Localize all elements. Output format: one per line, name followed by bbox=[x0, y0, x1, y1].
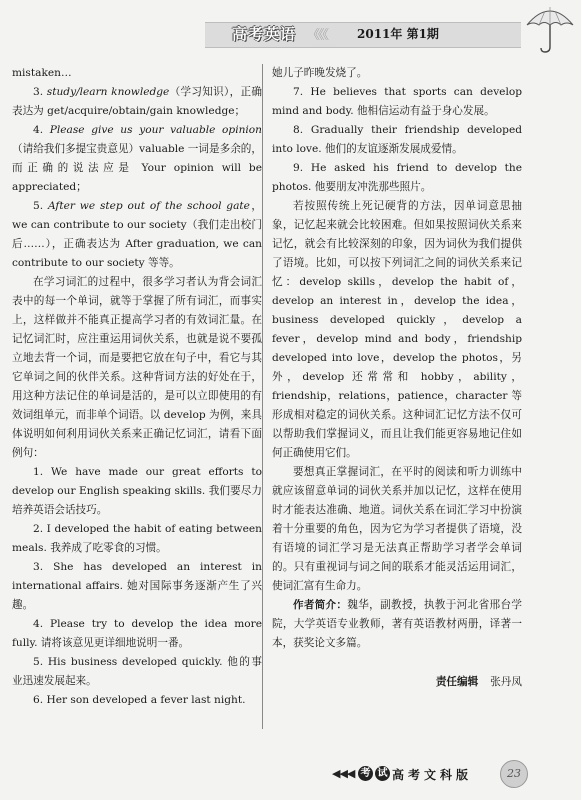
right-paragraph bbox=[272, 83, 522, 121]
text-run: 4. Please try to develop the idea more fully. 请将该意见更详细地说明一番。 bbox=[12, 618, 262, 649]
left-column bbox=[12, 64, 262, 710]
umbrella-icon bbox=[523, 3, 577, 55]
text-run: 8. Gradually their friendship developed into love. 他们的友谊逐渐发展成爱情。 bbox=[272, 124, 522, 155]
text-run: 9. He asked his friend to develop the photos. 他要朋友冲洗那些照片。 bbox=[272, 162, 522, 193]
text-run: 在学习词汇的过程中，很多学习者认为背会词汇表中的每一个单词，就等于掌握了所有词汇，而事实上，这样做并不能真正提高学习者的有效词汇量。在记忆词汇时，应注重运用词伙关系，也就是说不要孤立地去背一个词，而是要把它放在句子中，看它与其它单词之间的伙伴关系。这种背词方法的好处在于，用这种方法记住的单词是活的，是可以立即使用的有效词组单元，而非单个词语。以 develop 为例，来具体说明如何利用词伙关系来正确记忆词汇，请看下面例句： bbox=[12, 276, 262, 459]
left-paragraph bbox=[12, 64, 262, 83]
page-number: 23 bbox=[500, 760, 528, 788]
right-paragraph bbox=[272, 121, 522, 159]
left-paragraph bbox=[12, 520, 262, 558]
text-run: 1. We have made our great efforts to develop our English speaking skills. 我们要尽力培养英语会话技巧。 bbox=[12, 466, 262, 516]
text-run: 3. bbox=[33, 86, 47, 98]
column-divider bbox=[262, 64, 263, 729]
edition-label: 高考文科版 bbox=[392, 768, 473, 782]
left-paragraph bbox=[12, 653, 262, 691]
text-run: 要想真正掌握词汇，在平时的阅读和听力训练中就应该留意单词的词伙关系并加以记忆，这样在使用时才能表达准确、地道。词伙关系在词汇学习中扮演着十分重要的角色，因为它为学习者提供了语境，没有语境的词汇学习是无法真正帮助学习者学会单词的。只有重视词与词之间的联系才能灵活运用词汇，使词汇富有生命力。 bbox=[272, 466, 522, 592]
text-run: 2. I developed the habit of eating between meals. 我养成了吃零食的习惯。 bbox=[12, 523, 262, 554]
footer-char-shi: 试 bbox=[375, 766, 390, 781]
text-run: （请给我们多提宝贵意见）valuable 一词是多余的，而正确的说法应是 Your opinion will be appreciated； bbox=[12, 143, 262, 193]
editor-label: 责任编辑 bbox=[435, 676, 479, 688]
italic-phrase: After we step out of the school gate bbox=[47, 200, 250, 212]
issue-label: 2011年 第1期 bbox=[357, 27, 439, 41]
page-footer bbox=[0, 755, 581, 800]
arrows-decoration: ◀◀◀ bbox=[332, 767, 355, 780]
text-run: 6. Her son developed a fever last night. bbox=[33, 694, 246, 706]
left-paragraph bbox=[12, 615, 262, 653]
left-paragraph bbox=[12, 83, 262, 121]
editor-name: 张丹凤 bbox=[490, 676, 522, 688]
footer-char-kao: 考 bbox=[358, 766, 373, 781]
right-paragraph bbox=[272, 197, 522, 463]
right-column bbox=[272, 64, 522, 692]
bio-label: 作者简介： bbox=[293, 599, 348, 611]
italic-phrase: Please give us your valuable opinion bbox=[49, 124, 262, 136]
italic-phrase: study/learn knowledge bbox=[46, 86, 170, 98]
text-run: 4. bbox=[33, 124, 50, 136]
left-paragraph bbox=[12, 273, 262, 463]
text-run: 她儿子昨晚发烧了。 bbox=[272, 67, 368, 79]
text-run: 3. She has developed an interest in international affairs. 她对国际事务逐渐产生了兴趣。 bbox=[12, 561, 262, 611]
left-paragraph bbox=[12, 558, 262, 615]
text-run: mistaken… bbox=[12, 67, 72, 79]
text-run: （学习知识），正确表达为 get/acquire/obtain/gain knowledge； bbox=[12, 86, 263, 117]
page-header bbox=[0, 0, 581, 58]
right-paragraph bbox=[272, 159, 522, 197]
journal-brand: 高考英语 bbox=[232, 25, 297, 43]
left-paragraph bbox=[12, 197, 262, 273]
editor-credit bbox=[272, 673, 522, 692]
text-run: 5. bbox=[33, 200, 48, 212]
text-run: 魏华，副教授，执教于河北省邢台学院，大学英语专业教师，著有英语教材两册，译著一本，获奖论文多篇。 bbox=[272, 599, 522, 649]
text-run: 5. His business developed quickly. 他的事业迅速发展起来。 bbox=[12, 656, 262, 687]
right-paragraph bbox=[272, 463, 522, 596]
left-paragraph bbox=[12, 121, 262, 197]
chevron-decoration: 《《《 bbox=[307, 28, 328, 43]
left-paragraph bbox=[12, 463, 262, 520]
left-paragraph bbox=[12, 691, 262, 710]
right-paragraph bbox=[272, 596, 522, 653]
text-run: 若按照传统上死记硬背的方法，因单词意思抽象，记忆起来就会比较困难。但如果按照词伙关系来记忆，就会有比较深刻的印象，因为词伙为我们提供了语境。比如，可以按下列词汇之间的词伙关系来记忆：develop skills，develop the habit of，develop an interest in，develop the idea，business developed quickly，develop a fever，develop mind and body，friendship developed into love，develop the photos，另外，develop 还常常和 hobby，ability，friendship，relations，patience，character 等形成相对稳定的词伙关系。这种词汇记忆方法不仅可以帮助我们掌握词义，而且让我们能更容易地记住如何正确使用它们。 bbox=[272, 200, 522, 459]
right-paragraph bbox=[272, 64, 522, 83]
text-run: 7. He believes that sports can develop mind and body. 他相信运动有益于身心发展。 bbox=[272, 86, 522, 117]
text-run: ，we can contribute to our society（我们走出校门后……），正确表达为 After graduation, we can contribute to our society 等等。 bbox=[12, 200, 262, 269]
